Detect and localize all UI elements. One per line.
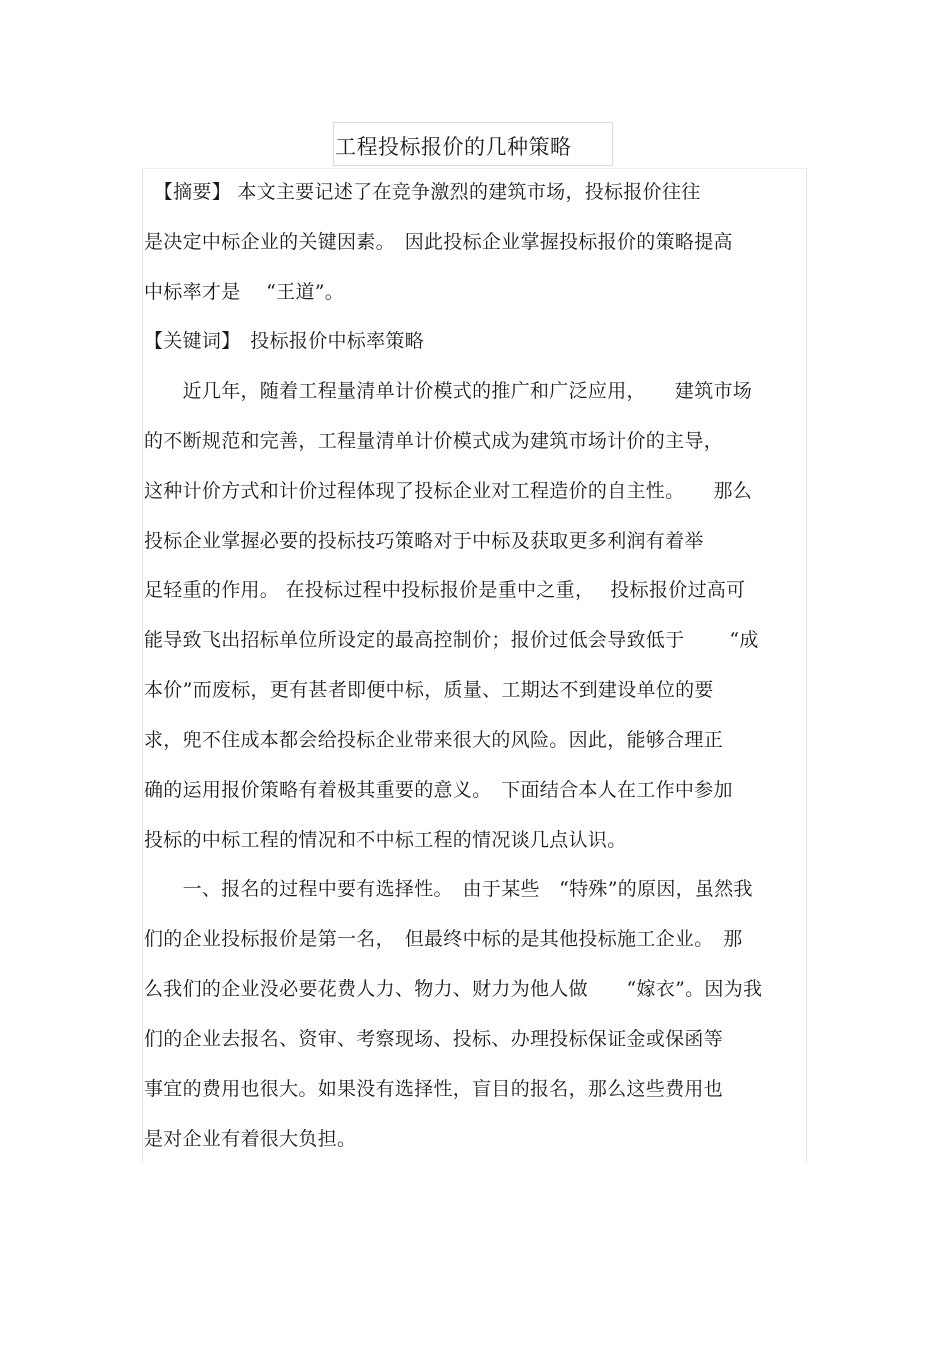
- text-line: 的不断规范和完善，工程量清单计价模式成为建筑市场计价的主导，: [144, 430, 724, 452]
- text-line: 们的企业去报名、资审、考察现场、投标、办理投标保证金或保函等: [144, 1028, 724, 1050]
- text-line: 投标的中标工程的情况和不中标工程的情况谈几点认识。: [144, 829, 627, 851]
- text-line: 【摘要】 本文主要记述了在竞争激烈的建筑市场，投标报价往往: [144, 181, 701, 203]
- text-line: 本价”而废标，更有甚者即便中标，质量、工期达不到建设单位的要: [144, 679, 714, 701]
- content-frame: [142, 168, 807, 1163]
- text-line: 能导致飞出招标单位所设定的最高控制价；报价过低会导致低于 “成: [144, 629, 759, 651]
- text-line: 近几年，随着工程量清单计价模式的推广和广泛应用， 建筑市场: [144, 380, 753, 402]
- document-title: 工程投标报价的几种策略: [335, 135, 572, 159]
- text-line: 足轻重的作用。 在投标过程中投标报价是重中之重， 投标报价过高可: [144, 579, 746, 601]
- text-line: 们的企业投标报价是第一名， 但最终中标的是其他投标施工企业。 那: [144, 928, 743, 950]
- text-line: 投标企业掌握必要的投标技巧策略对于中标及获取更多利润有着举: [144, 530, 704, 552]
- text-line: 么我们的企业没必要花费人力、物力、财力为他人做 “嫁衣”。因为我: [144, 978, 763, 1000]
- keywords-line: 【关键词】 投标报价中标率策略: [144, 330, 425, 352]
- text-line: 这种计价方式和计价过程体现了投标企业对工程造价的自主性。 那么: [144, 480, 753, 502]
- text-line: 一、报名的过程中要有选择性。 由于某些 “特殊”的原因，虽然我: [144, 878, 753, 900]
- text-line: 是对企业有着很大负担。: [144, 1128, 357, 1150]
- text-line: 求，兜不住成本都会给投标企业带来很大的风险。因此，能够合理正: [144, 729, 724, 751]
- text-line: 中标率才是 “王道”。: [144, 281, 345, 303]
- text-line: 事宜的费用也很大。如果没有选择性，盲目的报名，那么这些费用也: [144, 1078, 724, 1100]
- text-line: 确的运用报价策略有着极其重要的意义。 下面结合本人在工作中参加: [144, 779, 733, 801]
- text-line: 是决定中标企业的关键因素。 因此投标企业掌握投标报价的策略提高: [144, 231, 733, 253]
